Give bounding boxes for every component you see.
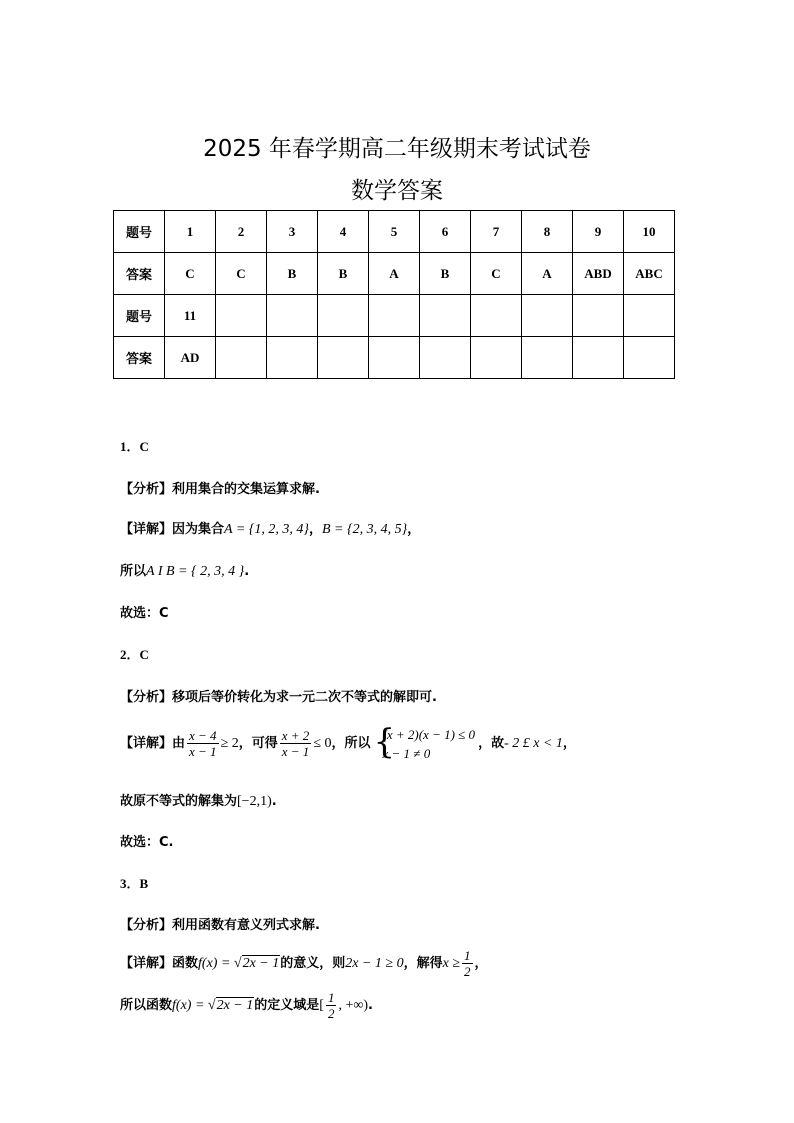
page-title: 2025 年春学期高二年级期末考试试卷 <box>203 136 591 162</box>
q2-solset: [−2,1) <box>237 794 272 809</box>
q2-ge2: ≥ 2 <box>220 736 239 751</box>
q1-heading: 1．C <box>120 439 149 454</box>
q3-half-num: 1 <box>464 948 471 963</box>
q2-solution-set <box>120 790 277 810</box>
table-cell <box>522 337 573 379</box>
table-cell: ABD <box>573 253 624 295</box>
sqrt-icon: √ <box>233 956 242 971</box>
q2-f1-denominator: x − 1 <box>189 744 217 759</box>
table-cell: C <box>216 253 267 295</box>
table-cell <box>216 295 267 337</box>
q3-radicand-2: 2x − 1 <box>216 998 254 1013</box>
table-cell: 11 <box>165 295 216 337</box>
table-cell: 1 <box>165 211 216 253</box>
table-cell: C <box>471 253 522 295</box>
q2-mid3: ，故 <box>478 736 505 751</box>
q3-analysis: 【分析】利用函数有意义列式求解. <box>120 918 320 933</box>
table-row-header: 题号 <box>114 211 165 253</box>
q1-set-a: A = {1, 2, 3, 4} <box>224 522 309 537</box>
table-row-header: 答案 <box>114 337 165 379</box>
table-cell: 9 <box>573 211 624 253</box>
table-row <box>114 337 675 379</box>
q3-detail-prefix: 【详解】函数 <box>120 956 199 971</box>
table-cell: AD <box>165 337 216 379</box>
table-cell <box>573 337 624 379</box>
q3-mid3: 的定义域是 <box>254 998 320 1013</box>
table-cell: 8 <box>522 211 573 253</box>
table-cell <box>471 295 522 337</box>
q2-fraction-1 <box>187 728 219 759</box>
q2-fraction-2 <box>280 728 312 759</box>
table-cell <box>522 295 573 337</box>
table-cell: A <box>522 253 573 295</box>
table-row <box>114 295 675 337</box>
table-cell <box>420 295 471 337</box>
q2-heading: 2．C <box>120 647 149 662</box>
q2-mid2: ，所以 <box>331 736 371 751</box>
q2-analysis: 【分析】移项后等价转化为求一元二次不等式的解即可. <box>120 690 437 705</box>
table-cell: 4 <box>318 211 369 253</box>
q3-fx-2: f(x) = <box>172 998 208 1013</box>
q2-system <box>373 721 476 763</box>
table-cell <box>624 337 675 379</box>
table-cell: 2 <box>216 211 267 253</box>
table-cell <box>267 295 318 337</box>
table-cell <box>216 337 267 379</box>
q3-mid2: ，解得 <box>403 956 443 971</box>
q3-fx: f(x) = <box>198 956 234 971</box>
q3-radicand: 2x − 1 <box>242 956 280 971</box>
table-cell: B <box>420 253 471 295</box>
q2-result: - 2 £ x < 1 <box>504 736 563 751</box>
left-brace-icon: { <box>373 721 396 762</box>
q3-half-num-2: 1 <box>327 990 335 1005</box>
table-row <box>114 211 675 253</box>
table-cell <box>624 295 675 337</box>
q2-f1-numerator: x − 4 <box>189 728 217 743</box>
q1-so-end: . <box>244 564 250 579</box>
q2-mid1: ，可得 <box>238 736 278 751</box>
table-row <box>114 253 675 295</box>
q1-choice: 故选：C <box>120 606 169 621</box>
q1-so-expr: A I B = { 2, 3, 4 } <box>146 564 245 579</box>
q2-solset-prefix: 故原不等式的解集为 <box>120 794 238 809</box>
q3-tail: ， <box>474 956 488 971</box>
q3-half <box>462 948 473 979</box>
table-cell: 5 <box>369 211 420 253</box>
q3-domain <box>120 988 373 1024</box>
q1-set-b: B = {2, 3, 4, 5} <box>321 522 408 537</box>
table-cell: A <box>369 253 420 295</box>
q3-sqrt-2 <box>208 988 254 1024</box>
table-cell <box>318 337 369 379</box>
q3-sqrt <box>234 946 280 982</box>
sqrt-icon: √ <box>207 998 216 1013</box>
q2-detail <box>120 721 576 764</box>
table-cell: ABC <box>624 253 675 295</box>
q3-xge: x ≥ <box>442 956 461 971</box>
q1-detail-prefix: 【详解】因为集合 <box>120 522 225 537</box>
q2-f2-numerator: x + 2 <box>281 728 310 743</box>
table-cell <box>267 337 318 379</box>
table-cell <box>369 295 420 337</box>
q1-sep: ， <box>308 522 322 537</box>
table-cell: 7 <box>471 211 522 253</box>
q3-half-2 <box>326 990 337 1021</box>
q3-heading: 3．B <box>120 876 149 891</box>
table-cell: 3 <box>267 211 318 253</box>
table-cell <box>369 337 420 379</box>
table-row-header: 题号 <box>114 295 165 337</box>
table-cell <box>420 337 471 379</box>
q1-tail: ， <box>407 522 421 537</box>
table-cell <box>573 295 624 337</box>
q1-conclusion <box>120 560 249 580</box>
q2-choice: 故选：C. <box>120 835 174 850</box>
page-subtitle: 数学答案 <box>351 178 443 204</box>
q3-end: . <box>367 998 373 1013</box>
q2-sys-row2: x − 1 ≠ 0 <box>382 745 431 761</box>
table-cell: C <box>165 253 216 295</box>
table-cell: 10 <box>624 211 675 253</box>
q3-detail <box>120 946 488 982</box>
q2-tail: ， <box>562 736 576 751</box>
q1-so-prefix: 所以 <box>120 564 147 579</box>
q3-dom-open: [ <box>319 998 324 1013</box>
table-cell: B <box>267 253 318 295</box>
q3-cond: 2x − 1 ≥ 0 <box>345 956 404 971</box>
q2-detail-prefix: 【详解】由 <box>120 736 186 751</box>
table-cell <box>318 295 369 337</box>
q1-detail <box>120 518 420 538</box>
table-cell <box>471 337 522 379</box>
table-cell: 6 <box>420 211 471 253</box>
q1-analysis: 【分析】利用集合的交集运算求解. <box>120 482 320 497</box>
q3-dom-close: , +∞) <box>338 998 368 1013</box>
q3-so-prefix: 所以函数 <box>120 998 173 1013</box>
q3-half-den: 2 <box>464 964 471 979</box>
q2-solset-end: . <box>271 794 277 809</box>
table-cell: B <box>318 253 369 295</box>
q3-mid1: 的意义，则 <box>280 956 346 971</box>
answer-table <box>113 210 675 379</box>
table-row-header: 答案 <box>114 253 165 295</box>
q3-half-den-2: 2 <box>327 1006 335 1021</box>
q2-f2-denominator: x − 1 <box>281 744 310 759</box>
q2-sys-row1: (x + 2)(x − 1) ≤ 0 <box>382 726 476 742</box>
q2-le0: ≤ 0 <box>313 736 332 751</box>
